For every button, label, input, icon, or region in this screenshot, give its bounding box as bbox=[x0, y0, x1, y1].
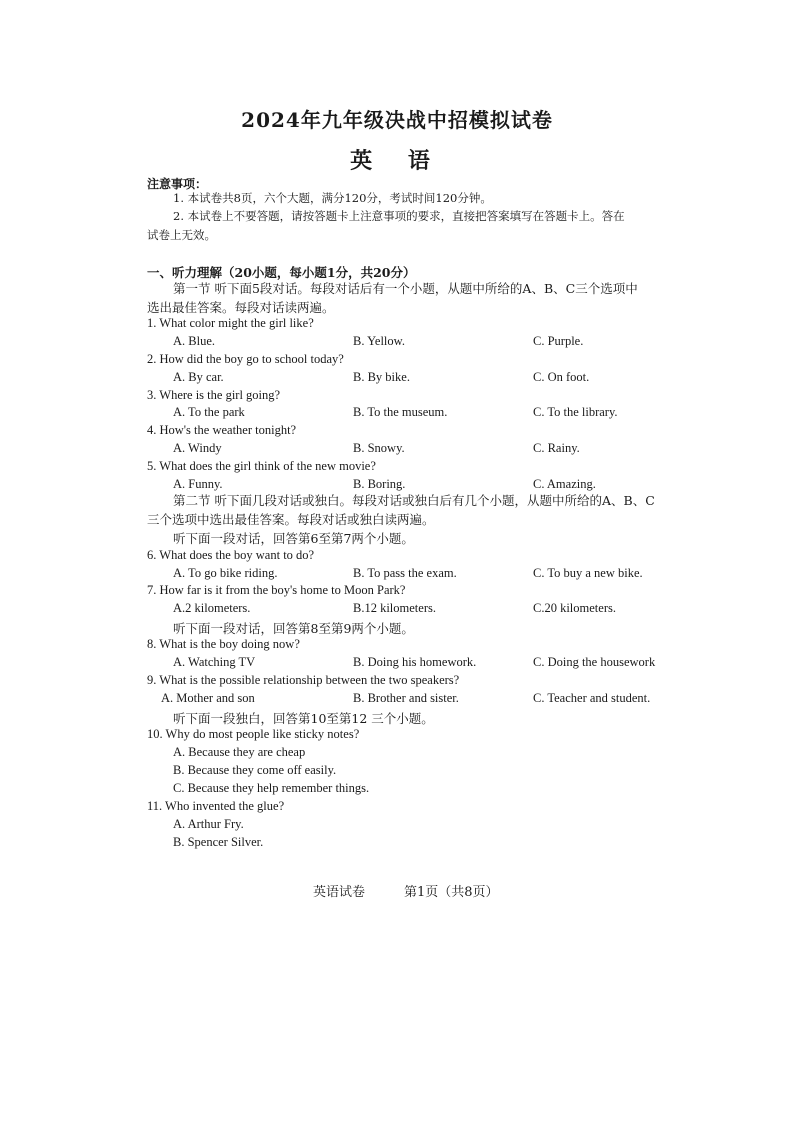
footer-subject: 英语试卷 bbox=[313, 885, 366, 900]
question-8: 8. What is the boy doing now? bbox=[147, 637, 300, 651]
question-4: 4. How's the weather tonight? bbox=[147, 423, 297, 437]
question-7: 7. How far is it from the boy's home to Moon Park? bbox=[147, 583, 406, 597]
q9-option-c: C. Teacher and student. bbox=[533, 691, 651, 705]
q7-option-a: A.2 kilometers. bbox=[173, 601, 251, 615]
notes-heading: 注意事项： bbox=[147, 177, 208, 191]
q1-option-c: C. Purple. bbox=[533, 334, 584, 348]
question-6: 6. What does the boy want to do? bbox=[147, 548, 315, 562]
subject-title: 英 语 bbox=[350, 148, 444, 174]
question-5: 5. What does the girl think of the new movie? bbox=[147, 459, 376, 473]
question-11: 11. Who invented the glue? bbox=[147, 799, 285, 813]
q9-option-a: A. Mother and son bbox=[161, 691, 255, 705]
part1-instruction-cont: 选出最佳答案。每段对话读两遍。 bbox=[147, 300, 335, 315]
question-1: 1. What color might the girl like? bbox=[147, 316, 314, 330]
q4-option-b: B. Snowy. bbox=[353, 441, 405, 455]
question-3: 3. Where is the girl going? bbox=[147, 388, 281, 402]
q7-option-c: C.20 kilometers. bbox=[533, 601, 616, 615]
q10-option-c: C. Because they help remember things. bbox=[173, 781, 370, 795]
note-item-1: 1. 本试卷共8页，六个大题，满分120分，考试时间120分钟。 bbox=[173, 191, 492, 205]
q5-option-c: C. Amazing. bbox=[533, 477, 596, 491]
q11-option-a: A. Arthur Fry. bbox=[173, 817, 244, 831]
q11-option-b: B. Spencer Silver. bbox=[173, 835, 264, 849]
q4-option-c: C. Rainy. bbox=[533, 441, 580, 455]
q5-option-a: A. Funny. bbox=[173, 477, 223, 491]
question-2: 2. How did the boy go to school today? bbox=[147, 352, 344, 366]
q3-option-c: C. To the library. bbox=[533, 405, 618, 419]
q8-option-a: A. Watching TV bbox=[173, 655, 256, 669]
q8-option-c: C. Doing the housework bbox=[533, 655, 656, 669]
q2-option-a: A. By car. bbox=[173, 370, 224, 384]
q7-option-b: B.12 kilometers. bbox=[353, 601, 436, 615]
q3-option-a: A. To the park bbox=[173, 405, 245, 419]
q1-option-b: B. Yellow. bbox=[353, 334, 405, 348]
q9-option-b: B. Brother and sister. bbox=[353, 691, 459, 705]
q6-option-c: C. To buy a new bike. bbox=[533, 566, 643, 580]
exam-title: 2024年九年级决战中招模拟试卷 bbox=[241, 108, 553, 132]
part2-instruction: 第二节 听下面几段对话或独白。每段对话或独白后有几个小题，从题中所给的A、B、C bbox=[173, 493, 655, 508]
q8-option-b: B. Doing his homework. bbox=[353, 655, 477, 669]
q1-option-a: A. Blue. bbox=[173, 334, 216, 348]
hint-q6-q7: 听下面一段对话，回答第6至第7两个小题。 bbox=[173, 531, 414, 546]
question-9: 9. What is the possible relationship between the two speakers? bbox=[147, 673, 460, 687]
part2-instruction-cont: 三个选项中选出最佳答案。每段对话或独白读两遍。 bbox=[147, 512, 435, 527]
q6-option-a: A. To go bike riding. bbox=[173, 566, 278, 580]
footer-page-number: 第1页（共8页） bbox=[404, 885, 499, 900]
q6-option-b: B. To pass the exam. bbox=[353, 566, 457, 580]
q2-option-b: B. By bike. bbox=[353, 370, 410, 384]
q10-option-b: B. Because they come off easily. bbox=[173, 763, 337, 777]
q5-option-b: B. Boring. bbox=[353, 477, 406, 491]
hint-q8-q9: 听下面一段对话，回答第8至第9两个小题。 bbox=[173, 621, 414, 636]
q4-option-a: A. Windy bbox=[173, 441, 222, 455]
q10-option-a: A. Because they are cheap bbox=[173, 745, 306, 759]
hint-q10-q12: 听下面一段独白，回答第10至第12 三个小题。 bbox=[173, 711, 434, 726]
note-item-2: 2. 本试卷上不要答题，请按答题卡上注意事项的要求，直接把答案填写在答题卡上。答在 bbox=[173, 209, 625, 223]
part1-instruction: 第一节 听下面5段对话。每段对话后有一个小题，从题中所给的A、B、C三个选项中 bbox=[173, 281, 638, 296]
question-10: 10. Why do most people like sticky notes? bbox=[147, 727, 360, 741]
q3-option-b: B. To the museum. bbox=[353, 405, 448, 419]
q2-option-c: C. On foot. bbox=[533, 370, 590, 384]
section-heading: 一、听力理解（20小题，每小题1分，共20分） bbox=[147, 265, 416, 280]
note-item-2-cont: 试卷上无效。 bbox=[147, 228, 216, 242]
